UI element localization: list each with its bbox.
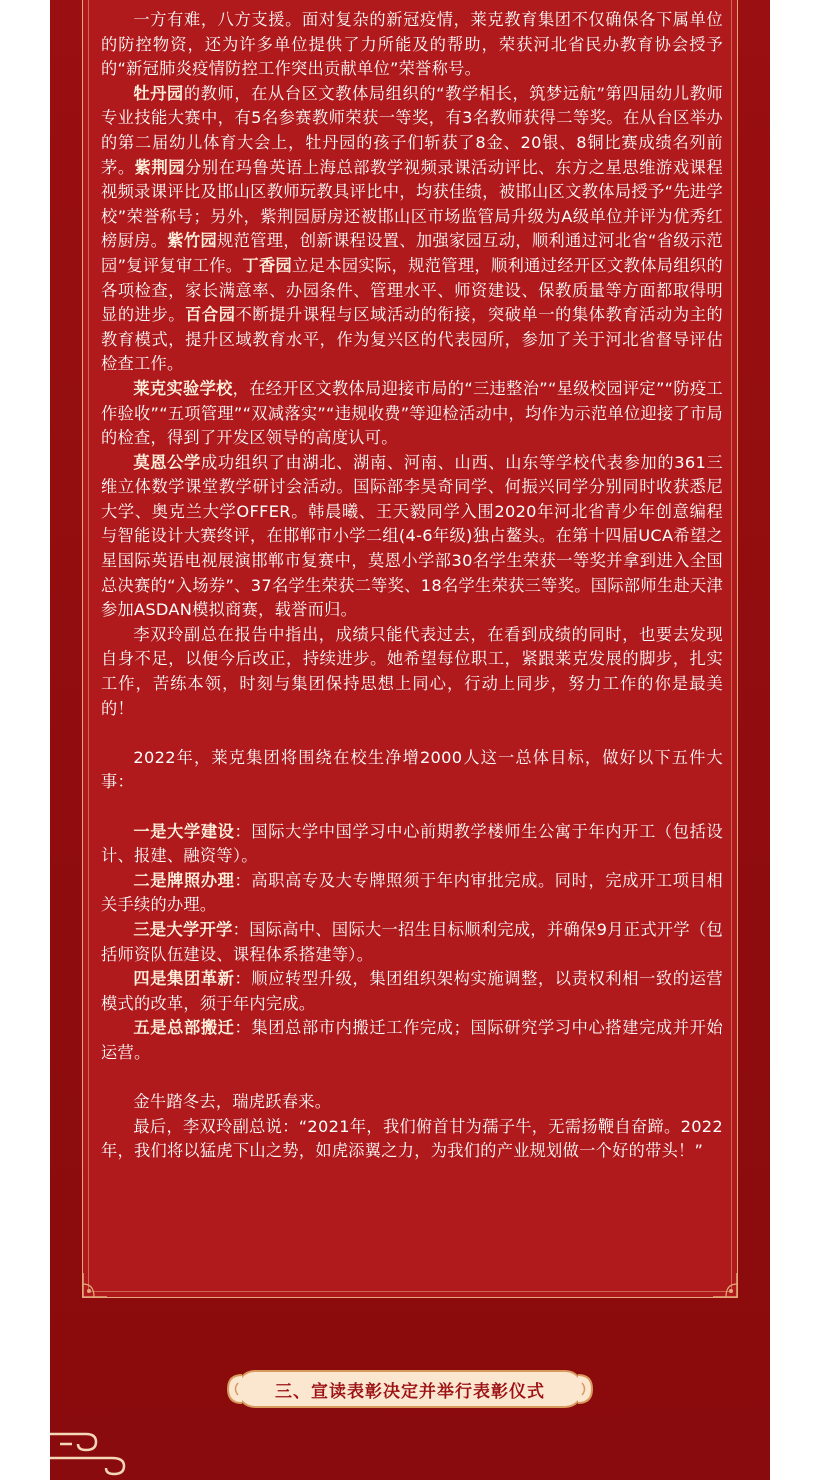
- paragraph-text: ：集团总部市内搬迁工作完成；国际研究学习中心搭建完成并开始运营。: [101, 1018, 723, 1062]
- corner-ornament-icon: [712, 1272, 738, 1298]
- highlighted-name: 一是大学建设: [133, 821, 235, 841]
- paragraph: [101, 8, 723, 82]
- paragraph: [101, 1090, 723, 1115]
- paragraph-text: 最后，李双玲副总说：“2021年，我们俯首甘为孺子牛，无需扬鞭自奋蹄。2022年，我们将以猛虎下山之势，如虎添翼之力，为我们的产业规划做一个好的带头！”: [101, 1116, 723, 1161]
- paragraph-text: 分别在玛鲁英语上海总部教学视频录课活动评比、东方之星思维游戏课程视频录课评比及邯山区教师玩教具评比中，均获佳绩，被邯山区文教体局授予“先进学校”荣誉称号；另外，紫荆园厨房还被邯山区市场监管局升级为A级单位并评为优秀红榜厨房。: [101, 157, 723, 251]
- paragraph-text: 李双玲副总在报告中指出，成绩只能代表过去，在看到成绩的同时，也要去发现自身不足，以便今后改正，持续进步。她希望每位职工，紧跟莱克发展的脚步，扎实工作，苦练本领，时刻与集团保持思想上同心，行动上同步，努力工作的你是最美的！: [101, 624, 723, 718]
- paragraph: [101, 746, 723, 795]
- paragraph-text: 成功组织了由湖北、湖南、河南、山西、山东等学校代表参加的361三维立体数学课堂教学研讨会活动。国际部李昊奇同学、何振兴同学分别同时收获悉尼大学、奥克兰大学OFFER。韩晨曦、王天毅同学入围2020年河北省青少年创意编程与智能设计大赛终评，在邯郸市小学二组(4-6年级)独占鳌头。在第十四届UCA希望之星国际英语电视展演邯郸市复赛中，莫恩小学部30名学生荣获一等奖并拿到进入全国总决赛的“入场券”、37名学生荣获二等奖、18名学生荣获三等奖。国际部师生赴天津参加ASDAN模拟商赛，载誉而归。: [101, 452, 724, 620]
- paragraph-text: 2022年，莱克集团将围绕在校生净增2000人这一总体目标，做好以下五件大事：: [101, 747, 723, 792]
- paragraph: [101, 451, 723, 623]
- page-background: [50, 0, 770, 1480]
- highlighted-name: 四是集团革新: [133, 969, 235, 989]
- paragraph-text: ：国际高中、国际大一招生目标顺利完成，并确保9月正式开学（包括师资队伍建设、课程体系搭建等）。: [101, 919, 723, 964]
- paragraph-text: 的教师，在从台区文教体局组织的“教学相长，筑梦远航”第四届幼儿教师专业技能大赛中，有5名参赛教师荣获一等奖，有3名教师获得二等奖。在从台区举办的第二届幼儿体育大会上，牡丹园的孩子们斩获了8金、20银、8铜比赛成绩名列前茅。: [101, 83, 723, 177]
- highlighted-name: 牡丹园: [133, 83, 184, 103]
- paragraph-spacer: [101, 795, 723, 820]
- paragraph: [101, 377, 723, 451]
- section-title: 三、宣读表彰决定并举行表彰仪式: [275, 1382, 545, 1402]
- corner-ornament-icon: [82, 1272, 108, 1298]
- highlighted-name: 五是总部搬迁: [133, 1018, 235, 1038]
- paragraph-spacer: [101, 721, 723, 746]
- paragraph: [101, 820, 723, 869]
- highlighted-name: 紫荆园: [134, 157, 186, 177]
- paragraph-text: 规范管理，创新课程设置、加强家园互动，顺利通过河北省“省级示范园”复评复审工作。: [101, 231, 724, 275]
- paragraph-text: ：顺应转型升级，集团组织架构实施调整，以责权利相一致的运营模式的改革，须于年内完成。: [101, 969, 723, 1013]
- paragraph: [101, 869, 723, 918]
- highlighted-name: 百合园: [185, 305, 236, 325]
- article-body: [101, 8, 723, 1164]
- paragraph: [101, 918, 723, 967]
- paragraph-text: ：国际大学中国学习中心前期教学楼师生公寓于年内开工（包括设计、报建、融资等）。: [101, 821, 723, 866]
- highlighted-name: 莱克实验学校: [133, 378, 233, 398]
- paragraph: [101, 623, 723, 721]
- paragraph-text: 金牛踏冬去，瑞虎跃春来。: [133, 1092, 332, 1112]
- auspicious-cloud-icon: [50, 1426, 150, 1480]
- paragraph: [101, 1016, 723, 1065]
- paragraph-spacer: [101, 1066, 723, 1091]
- paragraph-text: ：高职高专及大专牌照须于年内审批完成。同时，完成开工项目相关手续的办理。: [101, 870, 723, 915]
- paragraph-text: 不断提升课程与区域活动的衔接，突破单一的集体教育活动为主的教育模式，提升区域教育水平，作为复兴区的代表园所，参加了关于河北省督导评估检查工作。: [101, 305, 724, 374]
- paragraph-text: ，在经开区文教体局迎接市局的“三违整治”“星级校园评定”“防疫工作验收”“五项管理”“双减落实”“违规收费”等迎检活动中，均作为示范单位迎接了市局的检查，得到了开发区领导的高度认可。: [101, 378, 723, 448]
- section-title-banner: [224, 1368, 596, 1410]
- highlighted-name: 丁香园: [242, 255, 293, 275]
- paragraph: [101, 967, 723, 1016]
- paragraph-text: 一方有难，八方支援。面对复杂的新冠疫情，莱克教育集团不仅确保各下属单位的防控物资，还为许多单位提供了力所能及的帮助，荣获河北省民办教育协会授予的“新冠肺炎疫情防控工作突出贡献单位”荣誉称号。: [101, 10, 723, 79]
- highlighted-name: 莫恩公学: [133, 452, 202, 472]
- highlighted-name: 三是大学开学: [133, 919, 233, 939]
- paragraph-text: 立足本园实际，规范管理，顺利通过经开区文教体局组织的各项检查，家长满意率、办园条件、管理水平、师资建设、保教质量等方面都取得明显的进步。: [101, 255, 723, 325]
- paragraph: [101, 1115, 723, 1164]
- highlighted-name: 紫竹园: [167, 231, 218, 251]
- paragraph: [101, 82, 723, 377]
- highlighted-name: 二是牌照办理: [133, 870, 235, 890]
